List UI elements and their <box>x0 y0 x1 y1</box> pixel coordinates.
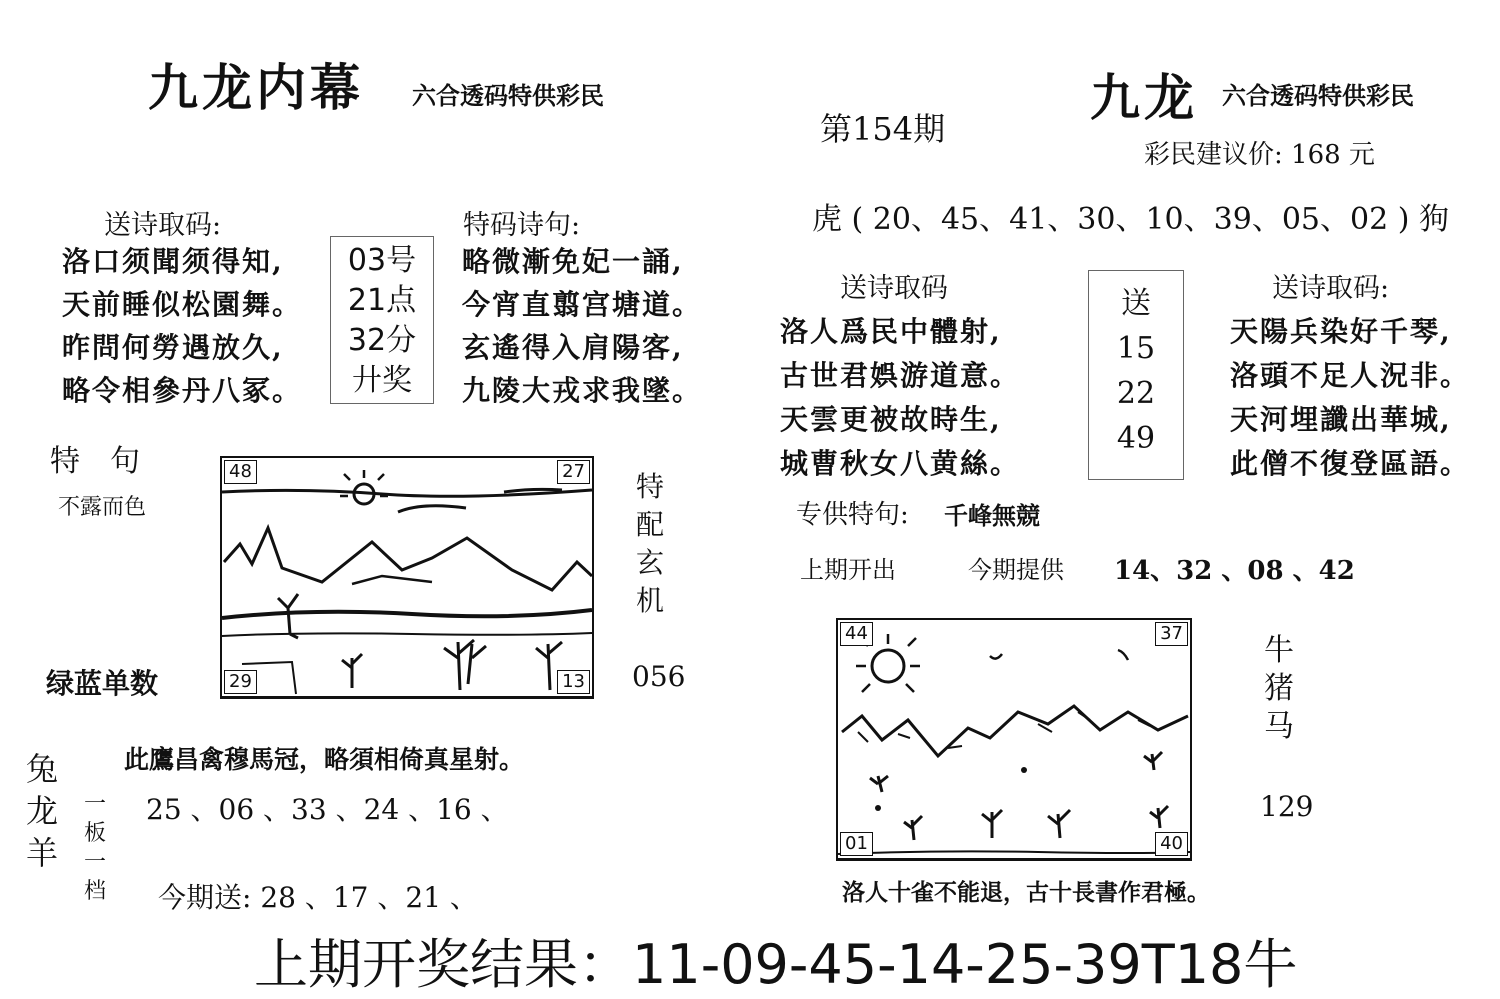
picture-corner-number: 27 <box>557 460 590 484</box>
right-poem-a-line: 洛人爲民中體射, <box>780 315 1002 348</box>
animal-char: 猪 <box>1264 671 1294 706</box>
left-landscape-picture <box>220 456 594 699</box>
number-129: 129 <box>1260 790 1314 823</box>
right-poem-heading-b: 送诗取码: <box>1272 273 1390 304</box>
right-title: 九龙 <box>1090 68 1198 127</box>
animal-char: 牛 <box>1264 633 1294 668</box>
last-issue-label: 上期开出 <box>800 556 896 584</box>
special-label: 专供特句: <box>796 500 909 530</box>
left-poem-heading: 送诗取码: <box>104 210 222 241</box>
picture-corner-number: 44 <box>840 622 873 646</box>
right-poem-b-line: 此僧不復登區語。 <box>1230 447 1471 480</box>
vertical-char: 机 <box>636 584 665 617</box>
te-ju-label: 特 句 <box>50 444 140 479</box>
left-banner-line: 此鷹昌禽穆馬冠，略須相倚真星射。 <box>124 745 525 774</box>
left-number-row: 25 、06 、33 、24 、16 、 <box>146 793 509 826</box>
picture-corner-number: 48 <box>224 460 257 484</box>
left-poem-line: 洛口须聞须得知, <box>62 245 284 278</box>
right-box-line: 送 <box>1121 286 1151 321</box>
right-poem-b-line: 天陽兵染好千琴, <box>1230 315 1452 348</box>
animal-char: 羊 <box>26 834 59 872</box>
te-ju-value: 不露而色 <box>58 495 147 520</box>
vertical-char: 配 <box>636 508 665 541</box>
tiger-line: 虎 ( 20、45、41、30、10、39、05、02 ) 狗 <box>812 202 1449 237</box>
right-animals-vertical <box>1264 632 1294 746</box>
issue-number: 第154期 <box>820 110 946 148</box>
provide-numbers: 14、32 、08 、42 <box>1114 556 1355 586</box>
left-poem-line: 天前睡似松園舞。 <box>62 288 303 321</box>
right-box-line: 22 <box>1116 376 1156 411</box>
left-animals-vertical <box>26 748 58 874</box>
color-label: 绿蓝单数 <box>46 667 159 700</box>
right-poem-b-line: 天河埋讖出華城, <box>1230 403 1452 436</box>
left-poem-line: 昨問何勞遇放久, <box>62 331 284 364</box>
right-poem-b-line: 洛頭不足人況非。 <box>1230 359 1471 392</box>
right-landscape-drawing <box>838 620 1190 858</box>
ban-char: 一 <box>84 792 107 817</box>
animal-char: 马 <box>1264 709 1294 744</box>
left-box-line: 32分 <box>347 323 417 358</box>
vertical-char: 玄 <box>636 546 665 579</box>
vertical-char: 特 <box>636 470 665 503</box>
right-code-box <box>1088 270 1184 480</box>
right-poem-heading-a: 送诗取码 <box>840 273 948 304</box>
left-landscape-drawing <box>222 458 592 696</box>
ban-char: 板 <box>84 821 107 846</box>
animal-char: 龙 <box>26 792 59 830</box>
provide-label: 今期提供 <box>968 556 1064 584</box>
left-special-poem <box>462 240 702 412</box>
picture-corner-number: 13 <box>557 670 590 694</box>
ban-char: 档 <box>84 879 107 904</box>
right-caption: 洛人十雀不能退，古十長書作君極。 <box>842 879 1210 906</box>
left-box-line: 21点 <box>347 283 417 318</box>
right-box-line: 49 <box>1116 421 1156 456</box>
right-poem-b <box>1230 310 1470 486</box>
picture-corner-number: 40 <box>1155 832 1188 856</box>
right-poem-a-line: 天雲更被故時生, <box>780 403 1002 436</box>
left-box-line: 03号 <box>347 243 417 278</box>
right-poem-a <box>780 310 1020 486</box>
left-side-vertical <box>636 468 664 620</box>
right-poem-a-line: 古世君娯游道意。 <box>780 359 1021 392</box>
right-box-line: 15 <box>1116 331 1156 366</box>
left-special-line: 略微漸免妃一誦, <box>462 245 684 278</box>
right-poem-a-line: 城曹秋女八黄絲。 <box>780 447 1021 480</box>
left-subtitle: 六合透码特供彩民 <box>412 81 604 110</box>
left-special-line: 玄遙得入肩陽客, <box>462 331 684 364</box>
right-subtitle: 六合透码特供彩民 <box>1222 81 1414 110</box>
picture-corner-number: 37 <box>1155 622 1188 646</box>
left-special-line: 九陵大戎求我墜。 <box>462 374 703 407</box>
left-box-line: 廾奖 <box>352 363 412 398</box>
animal-char: 兔 <box>26 750 59 788</box>
left-poem <box>62 240 302 412</box>
ban-vertical <box>84 790 106 906</box>
left-code-box <box>330 236 434 404</box>
left-send-row: 今期送: 28 、17 、21 、 <box>158 881 478 914</box>
right-price: 彩民建议价: 168 元 <box>1144 140 1375 170</box>
left-special-line: 今宵直翦宫塘道。 <box>462 288 703 321</box>
picture-corner-number: 01 <box>840 832 873 856</box>
right-landscape-picture <box>836 618 1192 861</box>
left-poem-line: 略令相參丹八冢。 <box>62 374 303 407</box>
ban-char: 一 <box>84 850 107 875</box>
left-special-heading: 特码诗句: <box>463 210 581 241</box>
bottom-result: 上期开奖结果：11-09-45-14-25-39T18牛 <box>254 933 1298 996</box>
special-value: 千峰無競 <box>944 501 1040 530</box>
picture-corner-number: 29 <box>224 670 257 694</box>
number-056: 056 <box>632 660 686 693</box>
left-title: 九龙内幕 <box>148 58 364 117</box>
